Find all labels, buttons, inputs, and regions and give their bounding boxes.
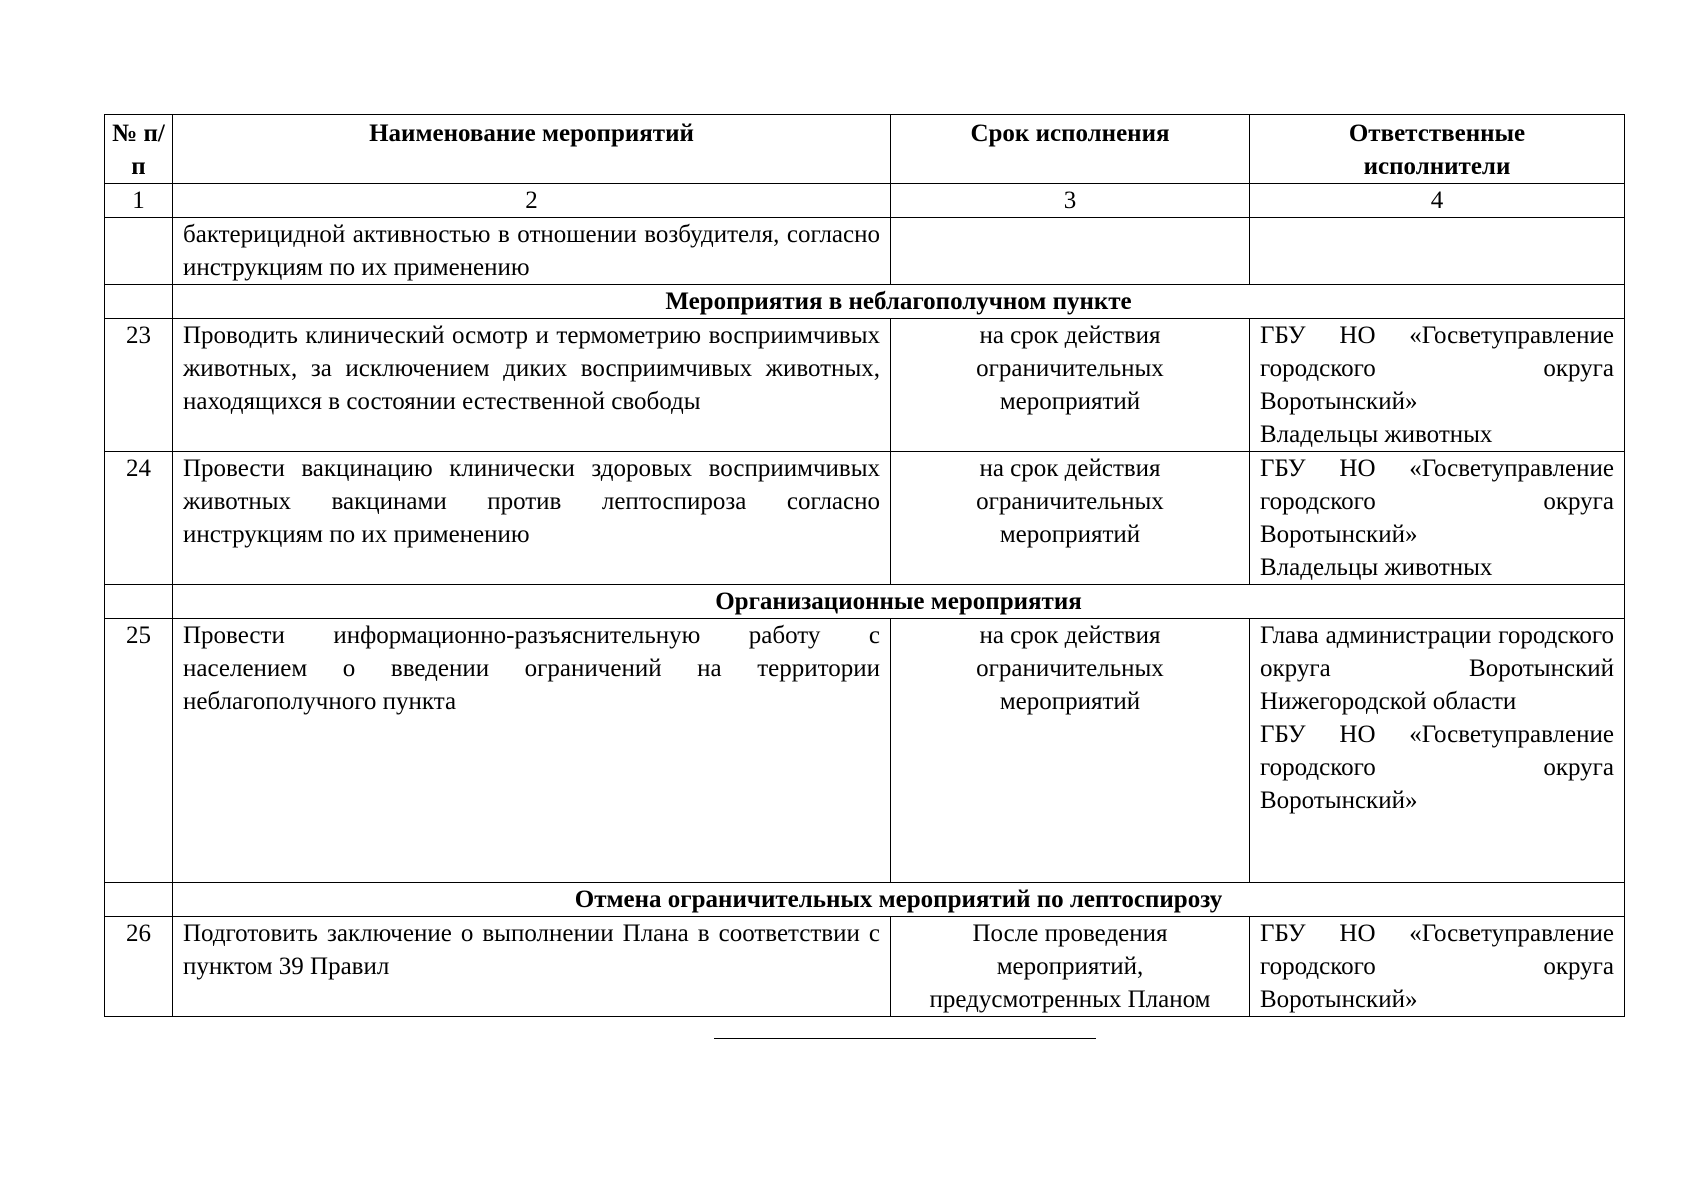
row-24-num: 24 (105, 452, 173, 585)
row-24-name: Провести вакцинацию клинически здоровых восприимчивых животных вакцинами против лептоспироза согласно инструкциям по их применению (173, 452, 891, 585)
header-num: № п/п (105, 115, 173, 184)
row-25-resp-head: Глава администрации городского округа Воротынский Нижегородской области (1260, 622, 1614, 715)
continuation-name: бактерицидной активностью в отношении возбудителя, согласно инструкциям по их применению (173, 218, 891, 285)
row-26-term: После проведения мероприятий, предусмотренных Планом (891, 917, 1250, 1017)
table-row-24 (105, 452, 1625, 585)
row-25-resp-org: ГБУ НО «Госветуправление городского округа Воротынский» (1260, 721, 1614, 814)
section-1-num (105, 285, 173, 319)
row-25-term: на срок действия ограничительных мероприятий (891, 619, 1250, 883)
row-24-resp (1250, 452, 1625, 585)
table-row-26 (105, 917, 1625, 1017)
plan-table (104, 114, 1625, 1017)
continuation-num (105, 218, 173, 285)
section-2-num (105, 585, 173, 619)
section-title-1: Мероприятия в неблагополучном пункте (173, 285, 1625, 319)
row-26-resp (1250, 917, 1625, 1017)
row-23-num: 23 (105, 319, 173, 452)
row-25-num: 25 (105, 619, 173, 883)
index-cell-3: 3 (891, 184, 1250, 218)
header-name: Наименование мероприятий (173, 115, 891, 184)
section-row-3 (105, 883, 1625, 917)
continuation-resp (1250, 218, 1625, 285)
row-26-name: Подготовить заключение о выполнении Плана в соответствии с пунктом 39 Правил (173, 917, 891, 1017)
continuation-row (105, 218, 1625, 285)
index-cell-4: 4 (1250, 184, 1625, 218)
section-row-1 (105, 285, 1625, 319)
section-3-num (105, 883, 173, 917)
index-cell-1: 1 (105, 184, 173, 218)
row-24-resp-org: ГБУ НО «Госветуправление городского округа Воротынский» (1260, 455, 1614, 548)
row-23-resp (1250, 319, 1625, 452)
row-25-name: Провести информационно-разъяснительную работу с населением о введении ограничений на территории неблагополучного пункта (173, 619, 891, 883)
row-23-term: на срок действия ограничительных мероприятий (891, 319, 1250, 452)
table-row-23 (105, 319, 1625, 452)
row-26-num: 26 (105, 917, 173, 1017)
row-25-resp (1250, 619, 1625, 883)
section-title-2: Организационные мероприятия (173, 585, 1625, 619)
row-23-name: Проводить клинический осмотр и термометрию восприимчивых животных, за исключением диких восприимчивых животных, находящихся в состоянии естественной свободы (173, 319, 891, 452)
header-term: Срок исполнения (891, 115, 1250, 184)
header-row (105, 115, 1625, 184)
section-row-2 (105, 585, 1625, 619)
row-23-resp-org: ГБУ НО «Госветуправление городского округа Воротынский» (1260, 322, 1614, 415)
row-26-resp-org: ГБУ НО «Госветуправление городского округа Воротынский» (1260, 920, 1614, 1013)
table-row-25 (105, 619, 1625, 883)
row-23-resp-owners: Владельцы животных (1260, 421, 1493, 448)
row-24-resp-owners: Владельцы животных (1260, 554, 1493, 581)
end-of-document-rule (714, 1038, 1096, 1039)
section-title-3: Отмена ограничительных мероприятий по лептоспирозу (173, 883, 1625, 917)
header-resp: Ответственные исполнители (1250, 115, 1625, 184)
index-cell-2: 2 (173, 184, 891, 218)
index-row (105, 184, 1625, 218)
row-24-term: на срок действия ограничительных мероприятий (891, 452, 1250, 585)
continuation-term (891, 218, 1250, 285)
